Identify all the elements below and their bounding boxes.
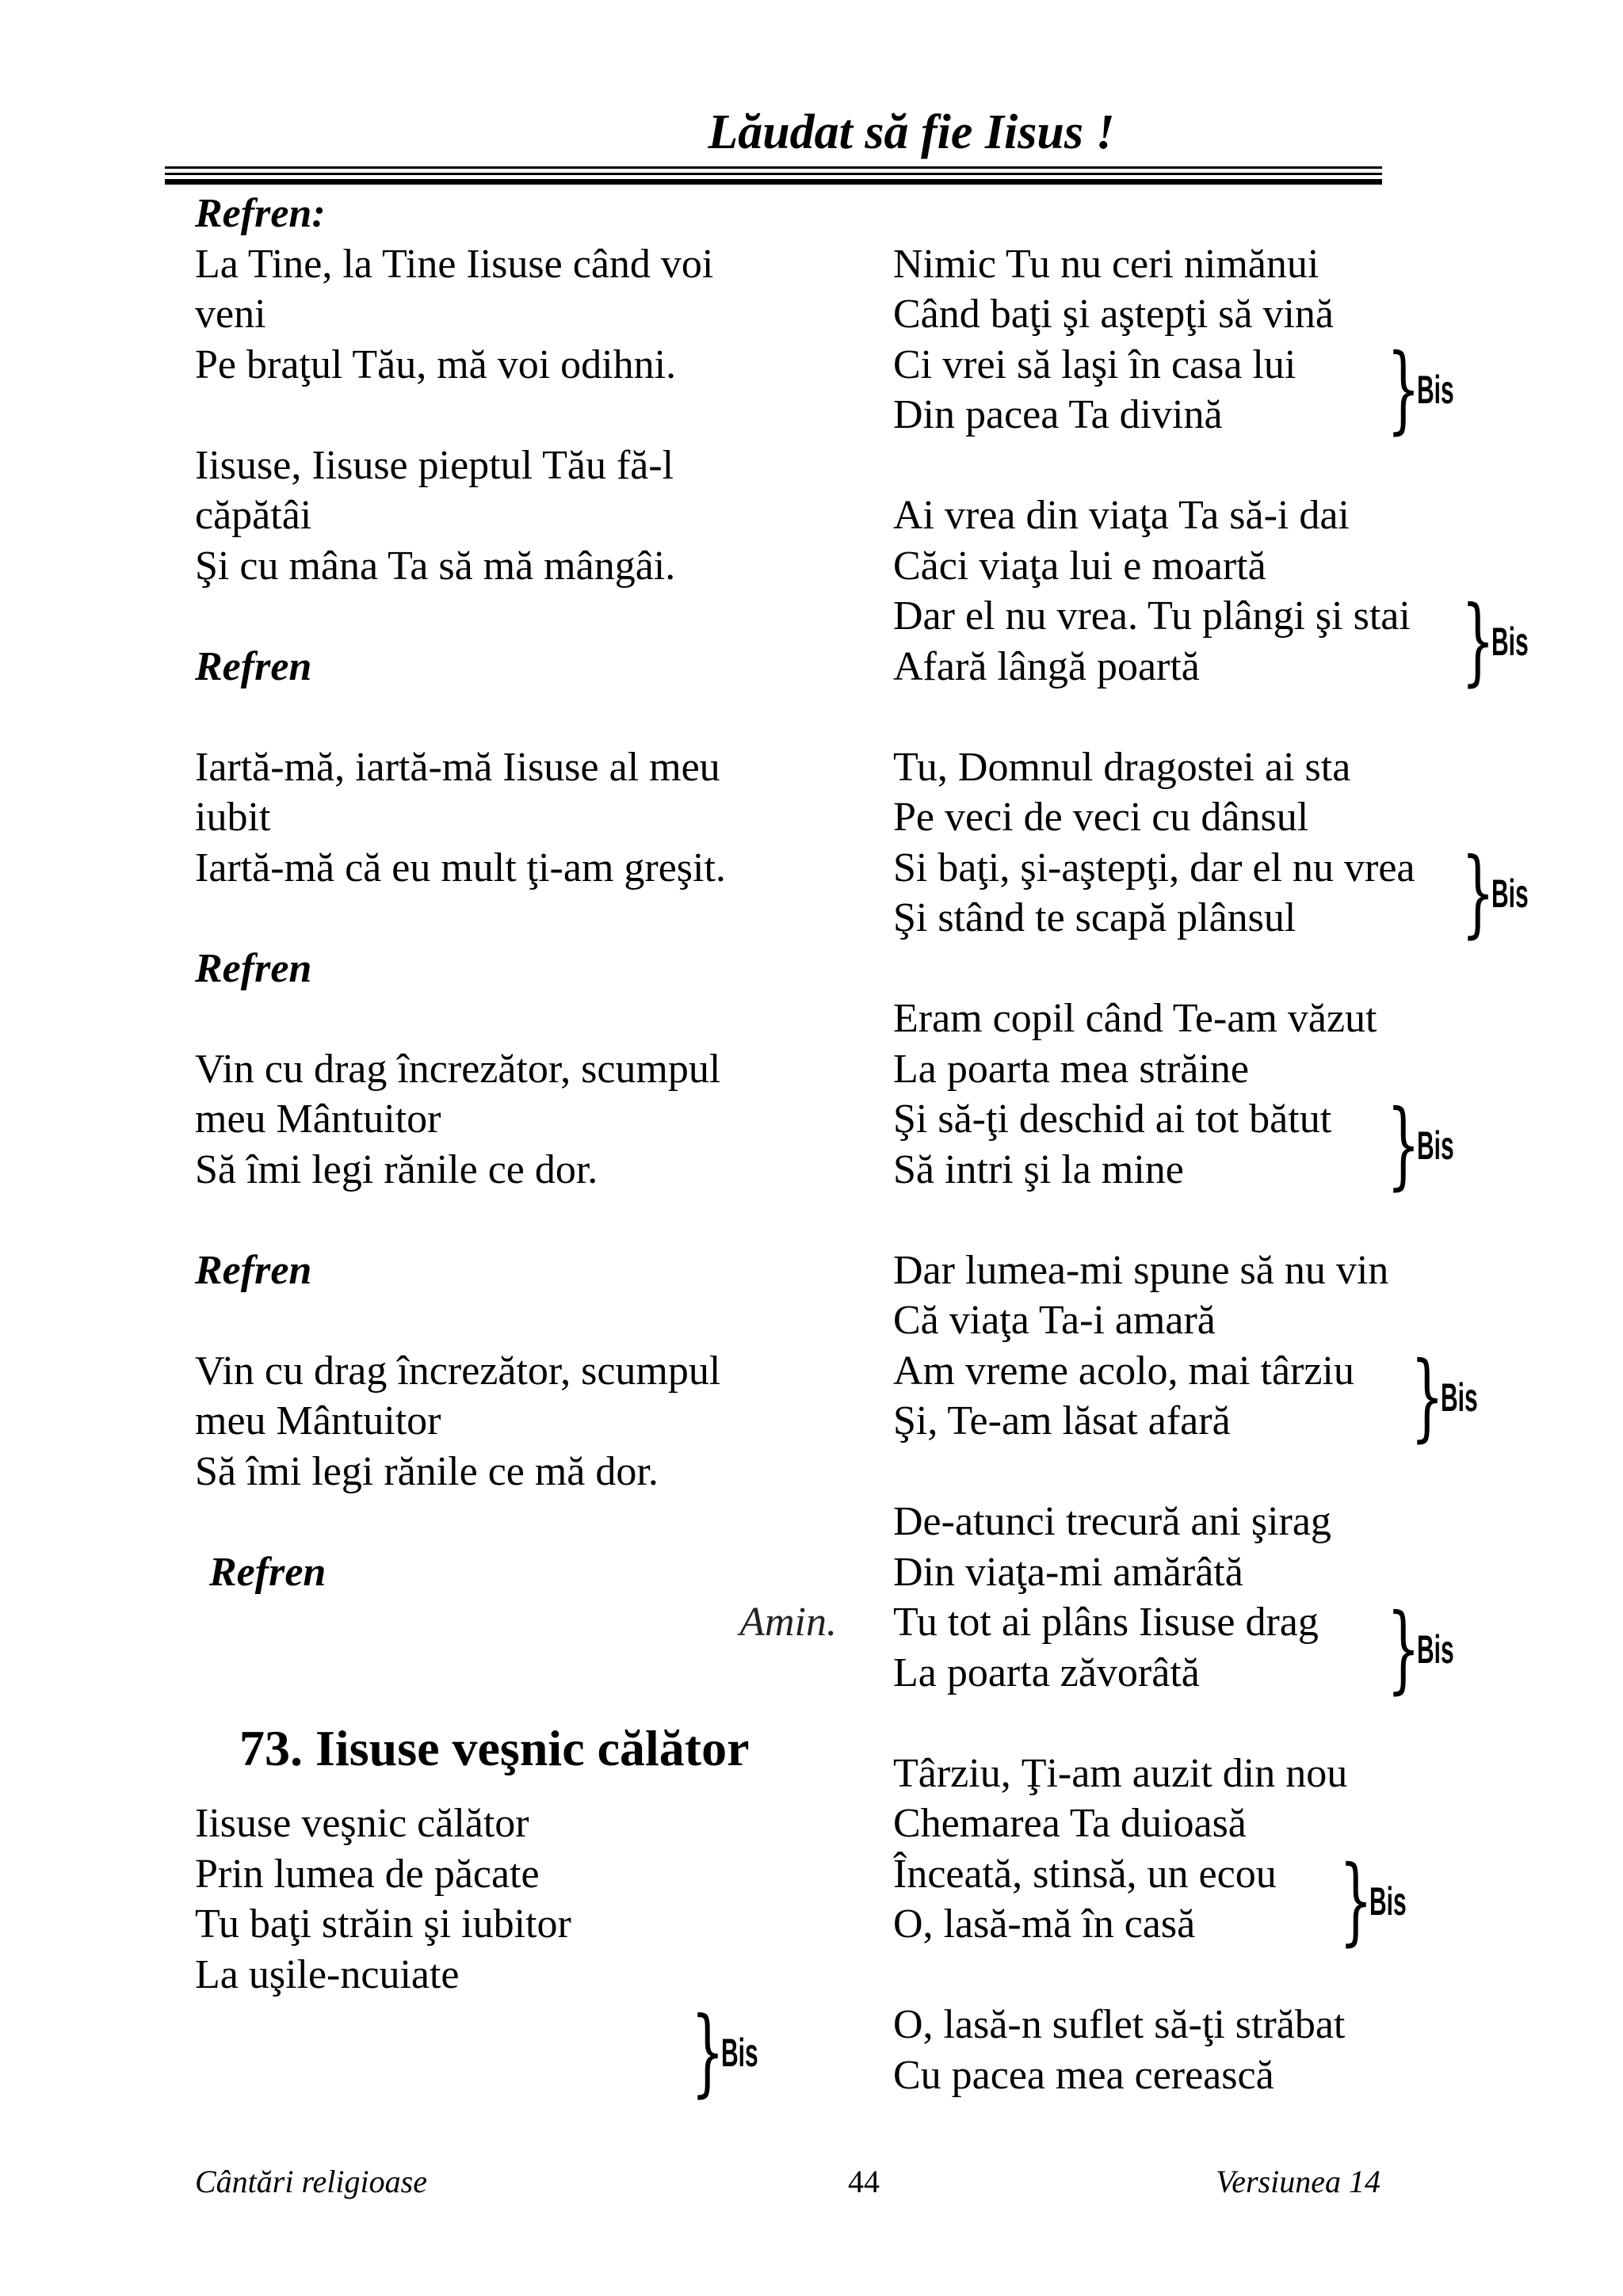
verse-line: Am vreme acolo, mai târziu [893, 1348, 1354, 1394]
song-title: 73. Iisuse veşnic călător [239, 1720, 750, 1776]
amin-text: Amin. [739, 1600, 837, 1645]
verse-line: Tu baţi străin şi iubitor [195, 1901, 571, 1947]
verse-line: Tu tot ai plâns Iisuse drag [893, 1600, 1319, 1645]
footer-version: Versiunea 14 [1216, 2164, 1381, 2199]
verse-line: Căci viaţa lui e moartă [893, 543, 1266, 589]
verse-line: Afară lângă poartă [893, 643, 1200, 689]
right-brace-icon: } [1387, 334, 1420, 444]
right-brace-icon: } [1387, 1594, 1420, 1704]
bis-marker: } Bis [1387, 1594, 1454, 1704]
verse-line: Când baţi şi aştepţi să vină [893, 292, 1335, 337]
right-brace-icon: } [1461, 838, 1495, 948]
verse-line: Târziu, Ţi-am auzit din nou [893, 1750, 1348, 1796]
verse-line: Ci vrei să laşi în casa lui [893, 341, 1296, 387]
verse-line: Dar el nu vrea. Tu plângi şi stai [893, 593, 1411, 639]
verse-line: La uşile-ncuiate [195, 1951, 460, 1997]
bis-marker: } Bis [1339, 1846, 1407, 1956]
refrain-marker: Refren [209, 1549, 327, 1595]
verse-line: Nimic Tu nu ceri nimănui [893, 241, 1319, 287]
bis-marker: } Bis [691, 1997, 758, 2107]
right-brace-icon: } [1339, 1846, 1373, 1956]
verse-line: meu Mântuitor [195, 1398, 441, 1444]
verse-line: La poarta zăvorâtă [893, 1650, 1200, 1695]
verse-line: meu Mântuitor [195, 1097, 441, 1142]
bis-marker: } Bis [1461, 586, 1529, 696]
verse-line: Că viaţa Ta-i amară [893, 1298, 1216, 1343]
refrain-marker: Refren [195, 945, 312, 991]
verse-line: Să îmi legi rănile ce mă dor. [195, 1448, 659, 1494]
verse-line: Din viaţa-mi amărâtă [893, 1549, 1243, 1595]
verse-line: Şi stând te scapă plânsul [893, 895, 1296, 940]
verse-line: Iartă-mă că eu mult ţi-am greşit. [195, 845, 726, 891]
verse-line: O, lasă-n suflet să-ţi străbat [893, 2002, 1346, 2047]
page-number: 44 [848, 2164, 880, 2199]
verse-line: căpătâi [195, 493, 312, 538]
verse-line: Să îmi legi rănile ce dor. [195, 1146, 598, 1192]
verse-line: Iisuse veşnic călător [195, 1801, 529, 1846]
refrain-heading: Refren: [195, 191, 326, 236]
refrain-marker: Refren [195, 643, 312, 689]
verse-line: Ai vrea din viaţa Ta să-i dai [893, 493, 1350, 538]
bis-marker: } Bis [1411, 1342, 1478, 1452]
right-column [893, 189, 1464, 2100]
verse-line: Pe braţul Tău, mă voi odihni. [195, 341, 677, 387]
verse-line: La Tine, la Tine Iisuse când voi [195, 241, 714, 287]
verse-line: Vin cu drag încrezător, scumpul [195, 1348, 721, 1394]
verse-line: Prin lumea de păcate [195, 1851, 540, 1897]
right-brace-icon: } [1387, 1090, 1420, 1200]
verse-line: Dar lumea-mi spune să nu vin [893, 1247, 1389, 1293]
page-title: Lăudat să fie Iisus ! [708, 105, 1115, 159]
right-brace-icon: } [1461, 586, 1495, 696]
bis-marker: } Bis [1387, 334, 1454, 444]
verse-line: Cu pacea mea cerească [893, 2052, 1274, 2098]
header-rule-thin-1 [165, 166, 1382, 169]
verse-line: La poarta mea străine [893, 1046, 1249, 1092]
verse-line: iubit [195, 795, 271, 840]
verse-line: Iartă-mă, iartă-mă Iisuse al meu [195, 744, 720, 790]
footer-book-title: Cântări religioase [195, 2164, 427, 2199]
bis-marker: } Bis [1387, 1090, 1454, 1200]
verse-line: Şi cu mâna Ta să mă mângâi. [195, 543, 676, 589]
bis-marker: } Bis [1461, 838, 1529, 948]
left-column [195, 189, 845, 2000]
verse-line: Din pacea Ta divină [893, 392, 1223, 437]
verse-line: Pe veci de veci cu dânsul [893, 795, 1309, 840]
header-rule-thick [165, 179, 1382, 185]
verse-line: Şi, Te-am lăsat afară [893, 1398, 1231, 1444]
verse-line: Eram copil când Te-am văzut [893, 996, 1377, 1041]
verse-line: Chemarea Ta duioasă [893, 1801, 1247, 1846]
right-brace-icon: } [691, 1997, 724, 2107]
refrain-marker: Refren [195, 1247, 312, 1293]
verse-line: Tu, Domnul dragostei ai sta [893, 744, 1351, 790]
verse-line: Să intri şi la mine [893, 1146, 1184, 1192]
verse-line: Şi să-ţi deschid ai tot bătut [893, 1097, 1332, 1142]
right-brace-icon: } [1411, 1342, 1444, 1452]
verse-line: De-atunci trecură ani şirag [893, 1499, 1331, 1544]
verse-line: Iisuse, Iisuse pieptul Tău fă-l [195, 442, 674, 488]
verse-line: Înceată, stinsă, un ecou [893, 1851, 1277, 1897]
verse-line: Si baţi, şi-aştepţi, dar el nu vrea [893, 845, 1415, 891]
verse-line: Vin cu drag încrezător, scumpul [195, 1046, 721, 1092]
header-rule-thin-2 [165, 173, 1382, 175]
verse-line: O, lasă-mă în casă [893, 1901, 1196, 1947]
verse-line: veni [195, 292, 266, 337]
